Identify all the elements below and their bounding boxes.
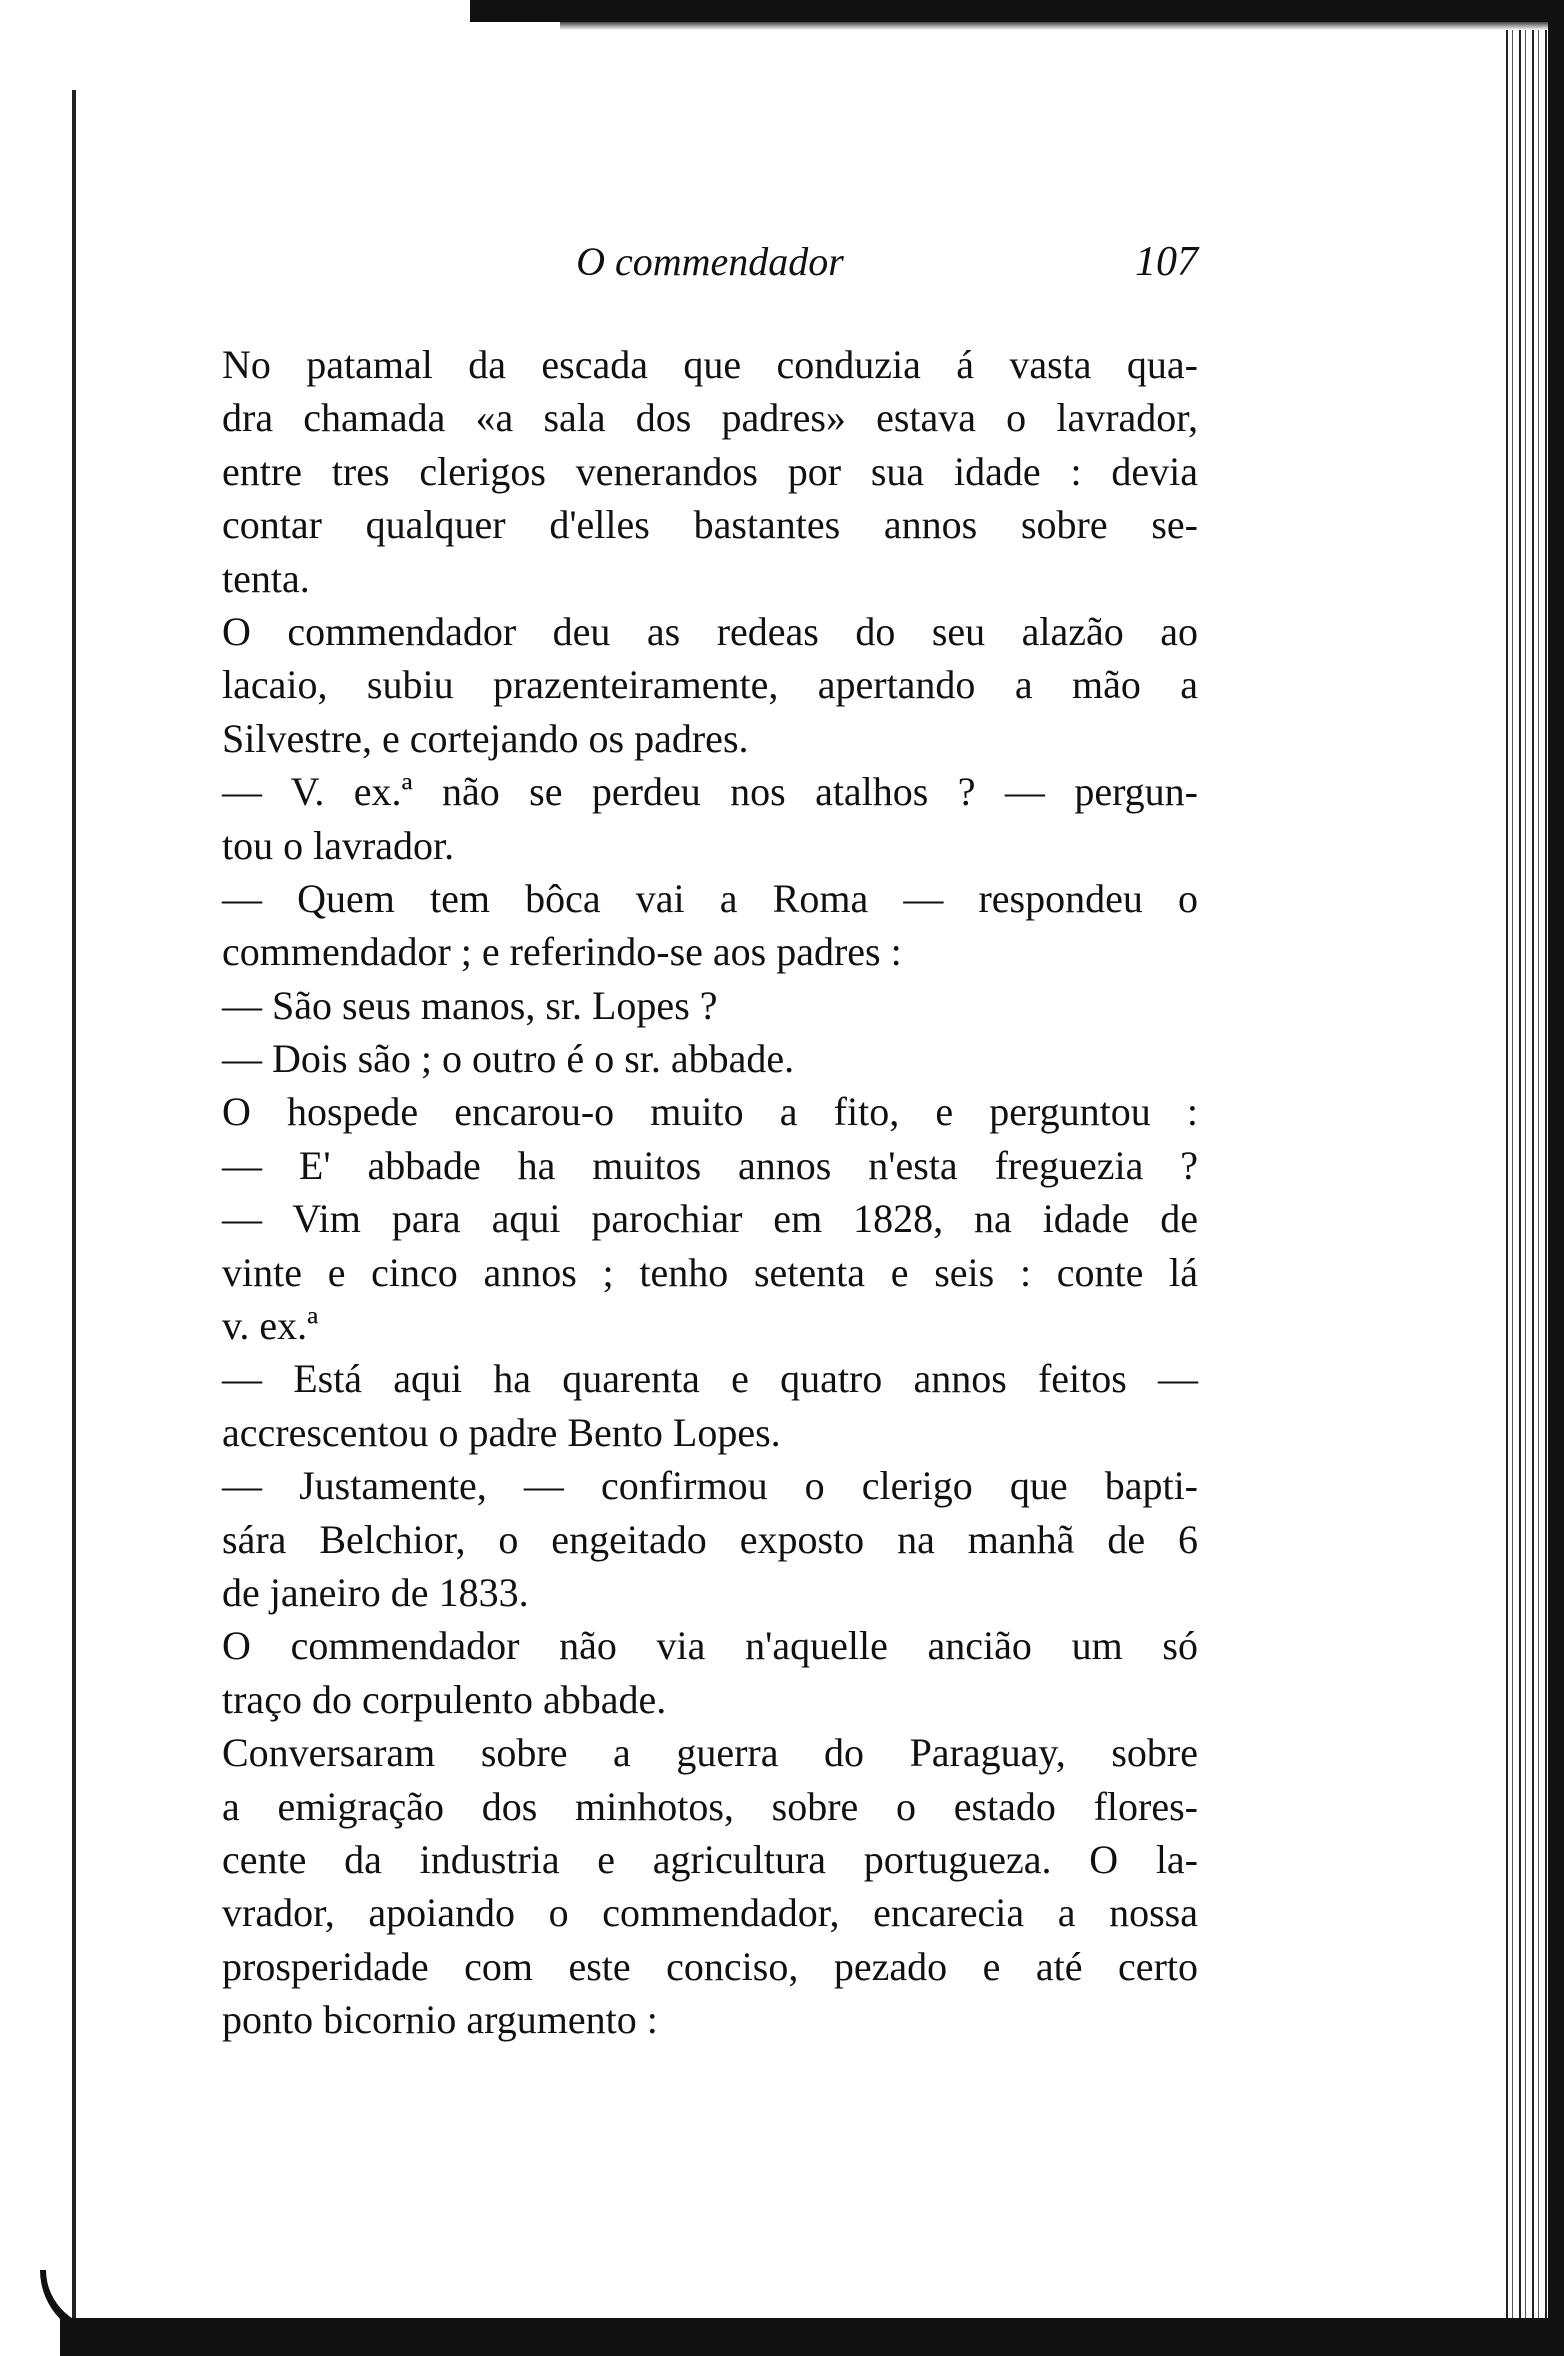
text-line: cente da industria e agricultura portugueza. O la- — [222, 1836, 1198, 1882]
text-line: v. ex.ª — [222, 1303, 319, 1349]
text-line: — Está aqui ha quarenta e quatro annos feitos — — [222, 1356, 1198, 1402]
text-line: a emigração dos minhotos, sobre o estado flores- — [222, 1783, 1198, 1829]
text-line: entre tres clerigos venerandos por sua idade : devia — [222, 448, 1198, 494]
text-line: accrescentou o padre Bento Lopes. — [222, 1409, 781, 1455]
text-line: commendador ; e referindo-se aos padres : — [222, 929, 902, 975]
text-line: prosperidade com este conciso, pezado e até certo — [222, 1943, 1198, 1989]
scan-shadow-top — [560, 22, 1560, 30]
running-title: O commendador — [576, 239, 844, 284]
text-line: O commendador não via n'aquelle ancião um só — [222, 1623, 1198, 1669]
text-line: de janeiro de 1833. — [222, 1569, 529, 1615]
text-line: tou o lavrador. — [222, 822, 455, 868]
scan-edge-left — [72, 90, 76, 2330]
text-line: — E' abbade ha muitos annos n'esta freguezia ? — [222, 1142, 1198, 1188]
text-line: dra chamada «a sala dos padres» estava o lavrador, — [222, 395, 1198, 441]
text-line: — Dois são ; o outro é o sr. abbade. — [222, 1036, 795, 1082]
text-line: ponto bicornio argumento : — [222, 1997, 658, 2043]
text-line: — V. ex.ª não se perdeu nos atalhos ? — pergun- — [222, 769, 1198, 815]
text-line: Silvestre, e cortejando os padres. — [222, 715, 749, 761]
text-line: — Vim para aqui parochiar em 1828, na idade de — [222, 1196, 1198, 1242]
text-line: tenta. — [222, 555, 310, 601]
text-line: sára Belchior, o engeitado exposto na manhã de 6 — [222, 1516, 1198, 1562]
text-line: lacaio, subiu prazenteiramente, apertando a mão a — [222, 662, 1198, 708]
scan-edge-bottom — [60, 2318, 1564, 2356]
text-line: — Quem tem bôca vai a Roma — respondeu o — [222, 875, 1198, 921]
scan-edge-top — [470, 0, 1564, 22]
text-line: No patamal da escada que conduzia á vasta qua- — [222, 342, 1198, 387]
scan-edge-right — [1548, 0, 1564, 2356]
text-line: vinte e cinco annos ; tenho setenta e seis : conte lá — [222, 1249, 1198, 1295]
page-header — [222, 238, 1198, 288]
text-line: — Justamente, — confirmou o clerigo que bapti- — [222, 1463, 1198, 1509]
text-line: O commendador deu as redeas do seu alazão ao — [222, 608, 1198, 654]
text-line: — São seus manos, sr. Lopes ? — [222, 982, 718, 1028]
text-line: vrador, apoiando o commendador, encarecia a nossa — [222, 1890, 1198, 1936]
text-line: Conversaram sobre a guerra do Paraguay, sobre — [222, 1730, 1198, 1776]
text-line: O hospede encarou-o muito a fito, e perguntou : — [222, 1089, 1198, 1135]
text-line: traço do corpulento abbade. — [222, 1676, 667, 1722]
page-body — [222, 338, 1198, 2047]
page-number: 107 — [1135, 239, 1198, 285]
text-line: contar qualquer d'elles bastantes annos sobre se- — [222, 502, 1198, 548]
